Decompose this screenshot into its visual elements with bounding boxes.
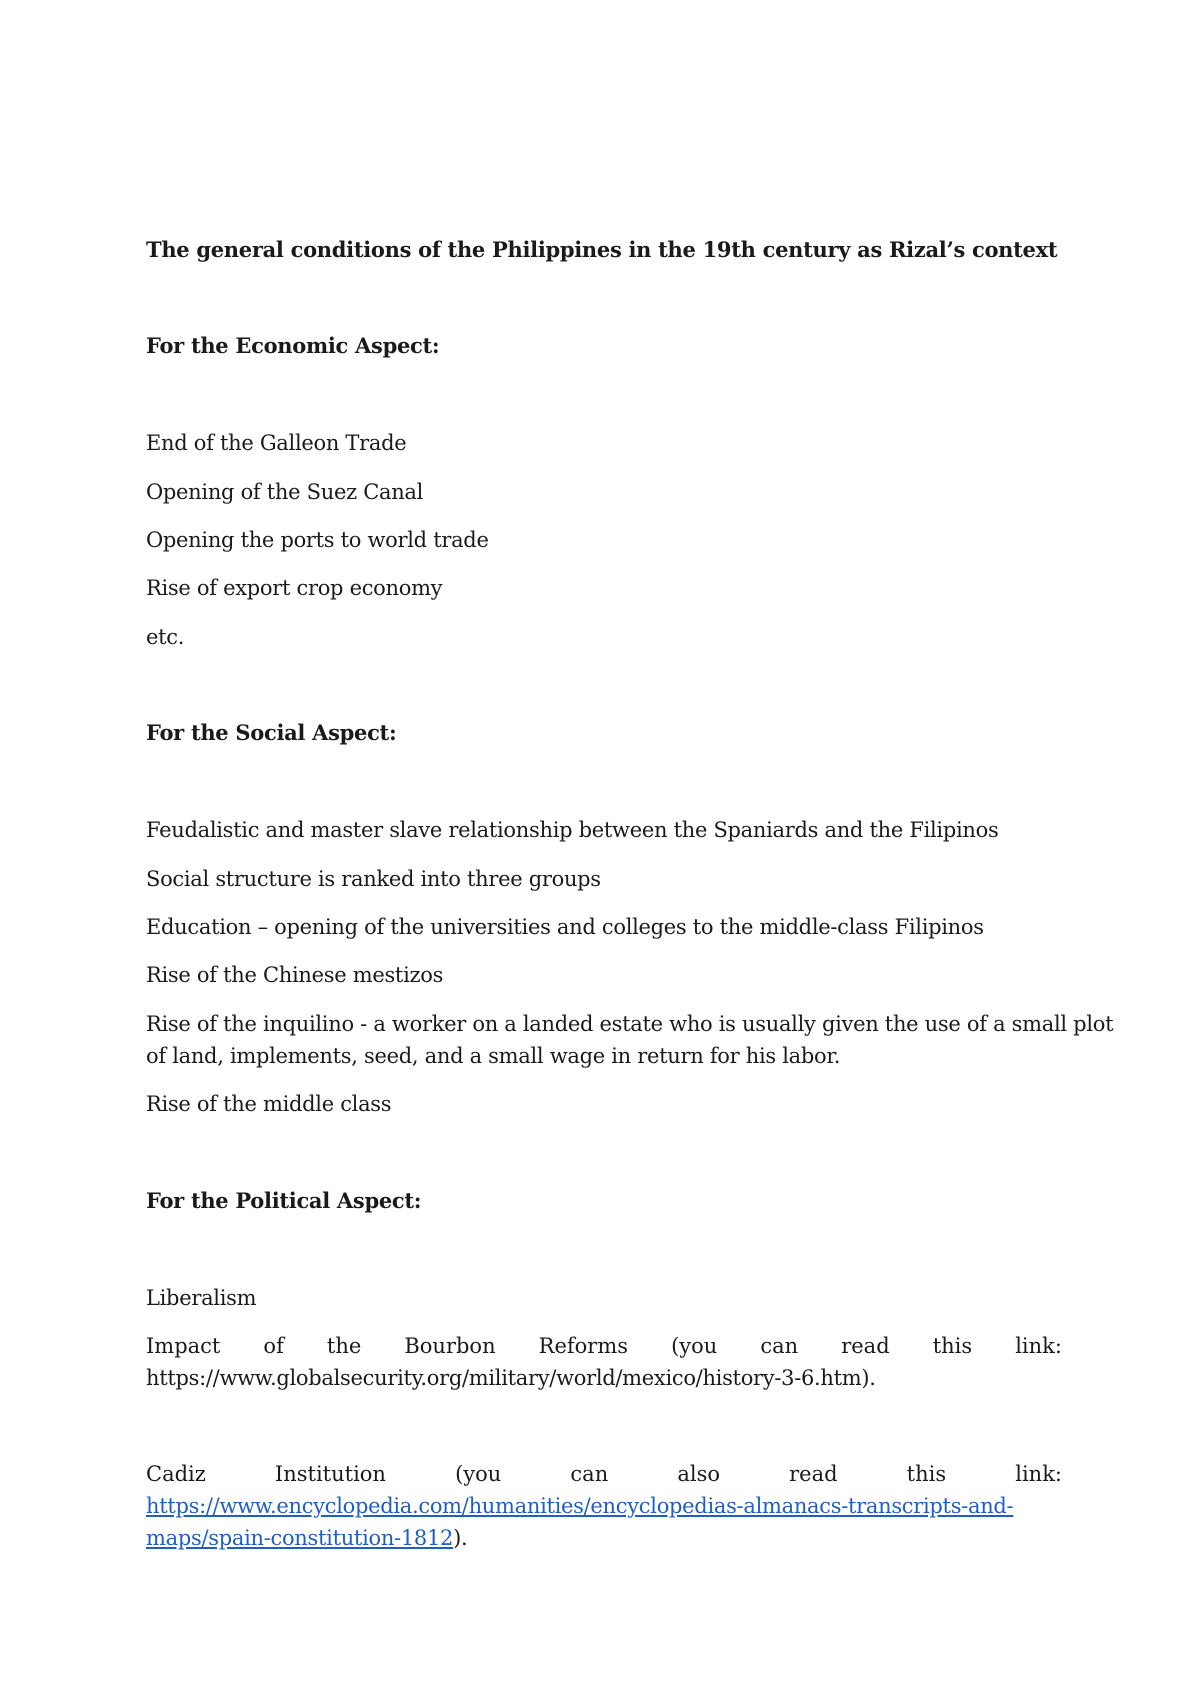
political-item-liberalism: Liberalism — [146, 1286, 257, 1310]
economic-item: etc. — [146, 625, 185, 649]
word: Institution — [274, 1462, 386, 1486]
word: Reforms — [538, 1334, 629, 1358]
social-item-continuation: of land, implements, seed, and a small wage in return for his labor. — [146, 1044, 841, 1068]
social-item: Rise of the inquilino - a worker on a landed estate who is usually given the use of a small plot — [146, 1012, 1114, 1036]
encyclopedia-link[interactable]: https://www.encyclopedia.com/humanities/encyclopedias-almanacs-transcripts-and- — [146, 1494, 1014, 1518]
social-item: Rise of the Chinese mestizos — [146, 963, 444, 987]
economic-item: End of the Galleon Trade — [146, 431, 407, 455]
word: read — [841, 1334, 890, 1358]
word: also — [677, 1462, 720, 1486]
political-heading: For the Political Aspect: — [146, 1188, 422, 1213]
word: (you — [671, 1334, 718, 1358]
economic-item: Rise of export crop economy — [146, 576, 443, 600]
economic-item: Opening of the Suez Canal — [146, 480, 424, 504]
social-item: Social structure is ranked into three groups — [146, 867, 601, 891]
social-item: Education – opening of the universities and colleges to the middle-class Filipinos — [146, 915, 984, 939]
word: this — [906, 1462, 947, 1486]
word: Cadiz — [146, 1462, 206, 1486]
cadiz-link-line-2 — [146, 1522, 467, 1554]
word: link: — [1015, 1462, 1062, 1486]
word: can — [570, 1462, 609, 1486]
word: Bourbon — [404, 1334, 496, 1358]
word: can — [760, 1334, 799, 1358]
bourbon-line — [146, 1330, 1062, 1362]
word: the — [326, 1334, 362, 1358]
social-item: Feudalistic and master slave relationship between the Spaniards and the Filipinos — [146, 818, 999, 842]
word: this — [932, 1334, 973, 1358]
link-suffix: ). — [453, 1526, 468, 1550]
social-item: Rise of the middle class — [146, 1092, 392, 1116]
bourbon-url-text: https://www.globalsecurity.org/military/world/mexico/history-3-6.htm). — [146, 1366, 876, 1390]
word: read — [789, 1462, 838, 1486]
word: of — [263, 1334, 284, 1358]
economic-item: Opening the ports to world trade — [146, 528, 489, 552]
cadiz-link-line-1 — [146, 1490, 1013, 1522]
social-heading: For the Social Aspect: — [146, 720, 397, 745]
word: (you — [455, 1462, 502, 1486]
word: link: — [1015, 1334, 1062, 1358]
encyclopedia-link-continued[interactable]: maps/spain-constitution-1812 — [146, 1526, 454, 1550]
cadiz-line — [146, 1458, 1062, 1490]
document-title: The general conditions of the Philippines in the 19th century as Rizal’s context — [146, 237, 1058, 262]
word: Impact — [146, 1334, 221, 1358]
economic-heading: For the Economic Aspect: — [146, 333, 440, 358]
